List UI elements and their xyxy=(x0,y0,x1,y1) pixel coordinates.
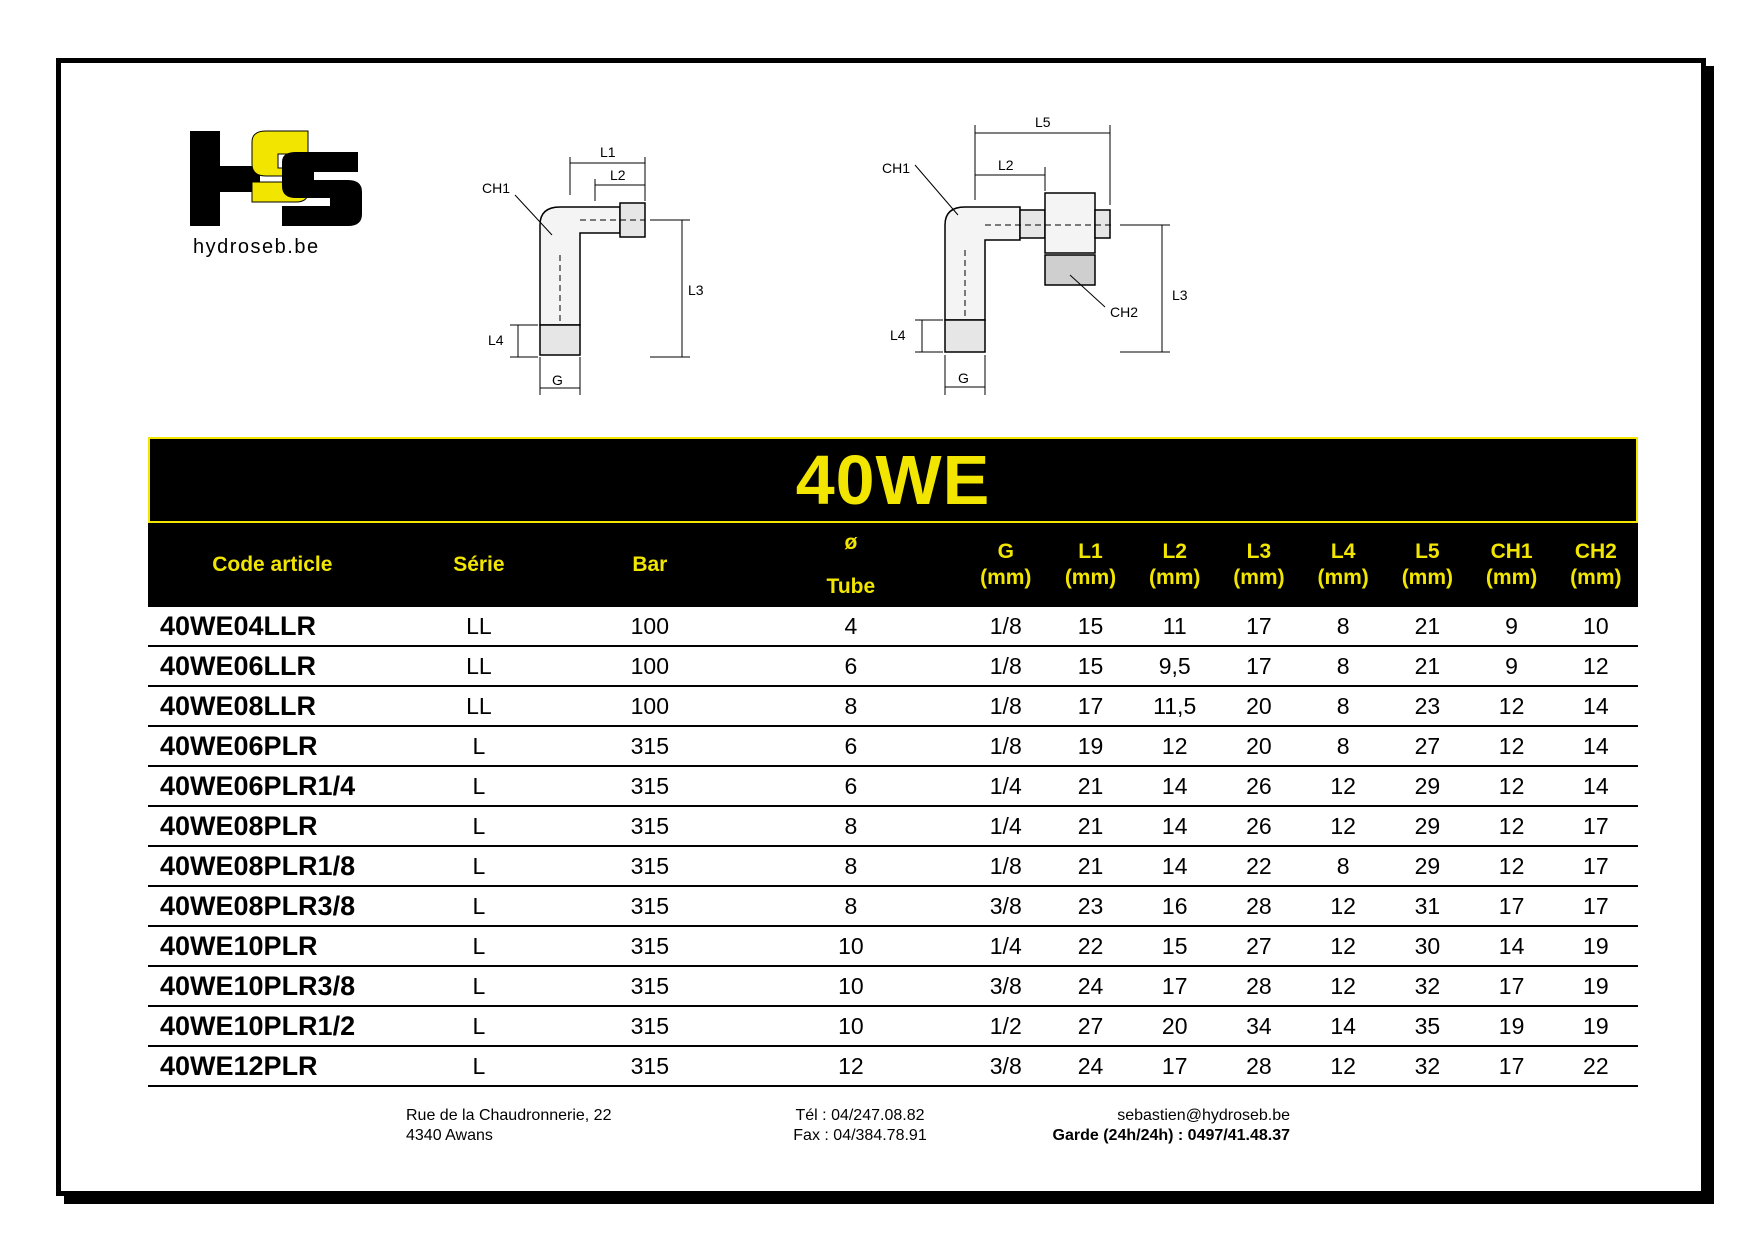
table-cell: 17 xyxy=(1469,966,1553,1006)
table-cell: 12 xyxy=(1301,966,1385,1006)
table-cell: 100 xyxy=(561,607,738,646)
table-cell: 19 xyxy=(1554,926,1638,966)
table-cell: 315 xyxy=(561,846,738,886)
table-cell: 14 xyxy=(1133,766,1217,806)
svg-text:L4: L4 xyxy=(890,327,906,343)
table-cell: 21 xyxy=(1048,806,1132,846)
table-cell: 12 xyxy=(1469,726,1553,766)
column-header-line: (mm) xyxy=(1401,566,1454,589)
table-cell: LL xyxy=(397,607,561,646)
table-cell: 24 xyxy=(1048,1046,1132,1086)
svg-text:L2: L2 xyxy=(610,167,626,183)
table-cell: 31 xyxy=(1385,886,1469,926)
table-cell: 19 xyxy=(1469,1006,1553,1046)
column-header xyxy=(397,523,561,607)
table-cell: 6 xyxy=(739,726,964,766)
table-cell: 27 xyxy=(1048,1006,1132,1046)
table-cell: L xyxy=(397,766,561,806)
table-cell: 8 xyxy=(739,686,964,726)
table-cell: 14 xyxy=(1133,806,1217,846)
column-header xyxy=(561,523,738,607)
fitting-drawing-swivel xyxy=(870,115,1200,415)
svg-text:G: G xyxy=(958,370,969,386)
header-row xyxy=(148,523,1638,607)
article-code-cell: 40WE06PLR xyxy=(148,726,397,766)
table-cell: 9 xyxy=(1469,607,1553,646)
email-link[interactable]: sebastien@hydroseb.be xyxy=(1117,1107,1290,1124)
column-header xyxy=(1048,523,1132,607)
table-cell: 315 xyxy=(561,1006,738,1046)
column-header-line: (mm) xyxy=(1149,566,1201,589)
table-cell: 27 xyxy=(1385,726,1469,766)
table-cell: 23 xyxy=(1048,886,1132,926)
table-cell: 8 xyxy=(739,806,964,846)
svg-text:CH1: CH1 xyxy=(882,160,911,176)
table-cell: 315 xyxy=(561,966,738,1006)
article-code-cell: 40WE10PLR1/2 xyxy=(148,1006,397,1046)
table-cell: 1/4 xyxy=(963,806,1048,846)
address-line-2: 4340 Awans xyxy=(406,1127,493,1144)
address-line-1: Rue de la Chaudronnerie, 22 xyxy=(406,1107,612,1124)
table-cell: 34 xyxy=(1217,1006,1301,1046)
table-cell: 15 xyxy=(1048,646,1132,686)
table-cell: 21 xyxy=(1385,646,1469,686)
table-cell: 17 xyxy=(1469,886,1553,926)
table-cell: 12 xyxy=(1301,886,1385,926)
column-header xyxy=(1385,523,1469,607)
table-cell: 12 xyxy=(1469,806,1553,846)
table-cell: 9 xyxy=(1469,646,1553,686)
table-cell: 14 xyxy=(1554,726,1638,766)
column-header-line: ø xyxy=(844,531,858,554)
table-cell: 26 xyxy=(1217,806,1301,846)
logo-text: hydroseb.be xyxy=(193,236,320,258)
spec-table-header xyxy=(148,523,1638,607)
emergency-line: Garde (24h/24h) : 0497/41.48.37 xyxy=(1052,1127,1290,1144)
column-header-line: L5 xyxy=(1415,540,1440,563)
table-cell: 315 xyxy=(561,806,738,846)
table-cell: 9,5 xyxy=(1133,646,1217,686)
column-header-line: L1 xyxy=(1078,540,1103,563)
table-cell: 100 xyxy=(561,646,738,686)
column-header-line: CH2 xyxy=(1574,540,1617,563)
article-code-cell: 40WE10PLR3/8 xyxy=(148,966,397,1006)
table-row xyxy=(148,1046,1638,1086)
article-code-cell: 40WE12PLR xyxy=(148,1046,397,1086)
table-cell: 14 xyxy=(1301,1006,1385,1046)
table-cell: 8 xyxy=(1301,646,1385,686)
table-cell: 3/8 xyxy=(963,1046,1048,1086)
table-cell: 21 xyxy=(1048,766,1132,806)
article-code-cell: 40WE06PLR1/4 xyxy=(148,766,397,806)
footer-contact xyxy=(950,1106,1290,1146)
table-cell: 22 xyxy=(1217,846,1301,886)
table-cell: LL xyxy=(397,686,561,726)
table-cell: 35 xyxy=(1385,1006,1469,1046)
table-cell: 16 xyxy=(1133,886,1217,926)
table-cell: 1/4 xyxy=(963,926,1048,966)
table-cell: 315 xyxy=(561,766,738,806)
table-cell: 23 xyxy=(1385,686,1469,726)
table-row xyxy=(148,686,1638,726)
footer-address xyxy=(406,1106,611,1146)
table-cell: 15 xyxy=(1048,607,1132,646)
table-cell: 6 xyxy=(739,766,964,806)
table-cell: 30 xyxy=(1385,926,1469,966)
table-cell: L xyxy=(397,966,561,1006)
table-cell: 3/8 xyxy=(963,886,1048,926)
table-cell: 32 xyxy=(1385,1046,1469,1086)
product-title-banner xyxy=(148,437,1638,523)
column-header-line: Tube xyxy=(826,575,876,598)
article-code-cell: 40WE04LLR xyxy=(148,607,397,646)
table-cell: 12 xyxy=(1301,806,1385,846)
article-code-cell: 40WE08PLR1/8 xyxy=(148,846,397,886)
column-header-line: G xyxy=(997,540,1014,563)
table-cell: 315 xyxy=(561,886,738,926)
table-row xyxy=(148,1006,1638,1046)
column-header-line: (mm) xyxy=(1233,566,1285,589)
article-code-cell: 40WE08PLR xyxy=(148,806,397,846)
table-cell: 20 xyxy=(1133,1006,1217,1046)
table-cell: L xyxy=(397,926,561,966)
table-cell: 20 xyxy=(1217,726,1301,766)
table-cell: 12 xyxy=(1554,646,1638,686)
table-cell: 3/8 xyxy=(963,966,1048,1006)
table-cell: 1/2 xyxy=(963,1006,1048,1046)
column-header xyxy=(1469,523,1553,607)
table-cell: 17 xyxy=(1469,1046,1553,1086)
table-cell: 29 xyxy=(1385,806,1469,846)
svg-text:L3: L3 xyxy=(1172,287,1188,303)
column-header xyxy=(963,523,1048,607)
table-cell: L xyxy=(397,1006,561,1046)
table-cell: L xyxy=(397,726,561,766)
table-cell: 22 xyxy=(1554,1046,1638,1086)
svg-text:CH2: CH2 xyxy=(1110,304,1139,320)
svg-text:L3: L3 xyxy=(688,282,704,298)
table-cell: 17 xyxy=(1554,846,1638,886)
svg-text:L1: L1 xyxy=(600,144,616,160)
table-cell: 14 xyxy=(1554,686,1638,726)
table-cell: 14 xyxy=(1554,766,1638,806)
table-cell: 1/8 xyxy=(963,607,1048,646)
table-cell: 4 xyxy=(739,607,964,646)
article-code-cell: 40WE10PLR xyxy=(148,926,397,966)
table-cell: 315 xyxy=(561,726,738,766)
table-cell: 19 xyxy=(1554,1006,1638,1046)
hydroseb-logo xyxy=(190,128,375,258)
table-cell: 15 xyxy=(1133,926,1217,966)
column-header-line: (mm) xyxy=(1317,566,1369,589)
spec-table-body xyxy=(148,607,1638,1086)
table-cell: 28 xyxy=(1217,966,1301,1006)
table-cell: 1/8 xyxy=(963,726,1048,766)
table-cell: 17 xyxy=(1133,1046,1217,1086)
column-header-line: (mm) xyxy=(1570,566,1622,589)
table-cell: 22 xyxy=(1048,926,1132,966)
column-header xyxy=(1133,523,1217,607)
table-cell: 12 xyxy=(1301,766,1385,806)
spec-table xyxy=(148,523,1638,1087)
table-cell: 29 xyxy=(1385,766,1469,806)
column-header xyxy=(1554,523,1638,607)
table-cell: 28 xyxy=(1217,1046,1301,1086)
table-cell: 21 xyxy=(1385,607,1469,646)
table-cell: 32 xyxy=(1385,966,1469,1006)
table-row xyxy=(148,966,1638,1006)
column-header-line: Code article xyxy=(212,553,333,576)
table-cell: 14 xyxy=(1469,926,1553,966)
table-row xyxy=(148,846,1638,886)
table-cell: 17 xyxy=(1554,806,1638,846)
table-row xyxy=(148,726,1638,766)
table-row xyxy=(148,646,1638,686)
svg-text:L2: L2 xyxy=(998,157,1014,173)
column-header xyxy=(739,523,964,607)
table-cell: L xyxy=(397,886,561,926)
table-cell: 28 xyxy=(1217,886,1301,926)
table-cell: 11 xyxy=(1133,607,1217,646)
table-cell: 6 xyxy=(739,646,964,686)
column-header xyxy=(1217,523,1301,607)
table-cell: 315 xyxy=(561,1046,738,1086)
table-cell: L xyxy=(397,806,561,846)
article-code-cell: 40WE08PLR3/8 xyxy=(148,886,397,926)
table-cell: 1/4 xyxy=(963,766,1048,806)
table-cell: 17 xyxy=(1133,966,1217,1006)
table-cell: 24 xyxy=(1048,966,1132,1006)
table-cell: 315 xyxy=(561,926,738,966)
column-header-line: (mm) xyxy=(1485,566,1538,589)
table-row xyxy=(148,886,1638,926)
table-cell: 8 xyxy=(739,886,964,926)
table-cell: 20 xyxy=(1217,686,1301,726)
table-cell: 11,5 xyxy=(1133,686,1217,726)
table-cell: 19 xyxy=(1048,726,1132,766)
article-code-cell: 40WE06LLR xyxy=(148,646,397,686)
table-cell: 17 xyxy=(1048,686,1132,726)
tel-text: Tél : 04/247.08.82 xyxy=(795,1107,925,1124)
svg-text:G: G xyxy=(552,372,563,388)
table-cell: 21 xyxy=(1048,846,1132,886)
fitting-drawing-straight xyxy=(470,135,730,415)
svg-text:CH1: CH1 xyxy=(482,180,511,196)
table-row xyxy=(148,926,1638,966)
table-cell: LL xyxy=(397,646,561,686)
table-cell: 12 xyxy=(1469,686,1553,726)
table-cell: 8 xyxy=(739,846,964,886)
table-cell: 8 xyxy=(1301,686,1385,726)
table-row xyxy=(148,607,1638,646)
table-cell: 10 xyxy=(739,966,964,1006)
table-cell: 10 xyxy=(1554,607,1638,646)
column-header-line: L2 xyxy=(1162,540,1187,563)
table-cell: 100 xyxy=(561,686,738,726)
column-header xyxy=(148,523,397,607)
column-header-line: (mm) xyxy=(1064,566,1117,589)
table-cell: 29 xyxy=(1385,846,1469,886)
column-header xyxy=(1301,523,1385,607)
table-cell: 8 xyxy=(1301,726,1385,766)
table-cell: 19 xyxy=(1554,966,1638,1006)
footer-phone xyxy=(770,1106,950,1146)
table-cell: 1/8 xyxy=(963,646,1048,686)
table-cell: 17 xyxy=(1217,646,1301,686)
table-cell: 8 xyxy=(1301,846,1385,886)
table-cell: 12 xyxy=(739,1046,964,1086)
table-cell: L xyxy=(397,1046,561,1086)
svg-text:L5: L5 xyxy=(1035,115,1051,130)
table-cell: 14 xyxy=(1133,846,1217,886)
table-cell: 17 xyxy=(1217,607,1301,646)
table-cell: L xyxy=(397,846,561,886)
table-cell: 8 xyxy=(1301,607,1385,646)
column-header-line: (mm) xyxy=(980,566,1032,589)
table-cell: 10 xyxy=(739,1006,964,1046)
table-cell: 17 xyxy=(1554,886,1638,926)
column-header-line: Série xyxy=(453,553,505,576)
table-cell: 27 xyxy=(1217,926,1301,966)
table-row xyxy=(148,766,1638,806)
product-title: 40WE xyxy=(795,441,991,519)
svg-text:L4: L4 xyxy=(488,332,504,348)
table-cell: 10 xyxy=(739,926,964,966)
table-cell: 26 xyxy=(1217,766,1301,806)
fax-text: Fax : 04/384.78.91 xyxy=(793,1127,927,1144)
column-header-line: CH1 xyxy=(1490,540,1533,563)
table-cell: 1/8 xyxy=(963,846,1048,886)
column-header-line: Bar xyxy=(632,553,668,576)
column-header-line: L3 xyxy=(1246,540,1272,563)
table-cell: 12 xyxy=(1469,846,1553,886)
table-cell: 1/8 xyxy=(963,686,1048,726)
table-cell: 12 xyxy=(1301,926,1385,966)
table-row xyxy=(148,806,1638,846)
table-cell: 12 xyxy=(1301,1046,1385,1086)
table-cell: 12 xyxy=(1133,726,1217,766)
column-header-line: L4 xyxy=(1330,540,1356,563)
article-code-cell: 40WE08LLR xyxy=(148,686,397,726)
table-cell: 12 xyxy=(1469,766,1553,806)
